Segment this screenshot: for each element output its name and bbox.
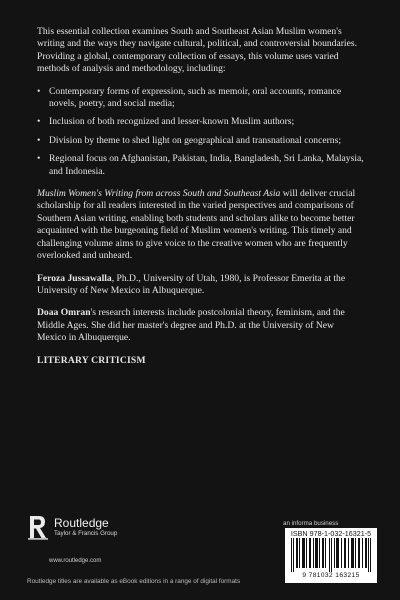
publisher-group: Taylor & Francis Group — [54, 529, 118, 537]
subject-category: LITERARY CRITICISM — [37, 354, 146, 366]
publisher-text — [54, 517, 117, 538]
feature-item: • Division by theme to shed light on geographical and transnational concerns; — [37, 135, 365, 147]
publisher-url[interactable]: www.routledge.com — [49, 558, 102, 564]
publisher-logo — [27, 514, 117, 540]
author-name: Feroza Jussawalla — [37, 272, 112, 284]
isbn-label: ISBN 978-1-032-16321-5 — [290, 529, 372, 538]
author-bio-text: 's research interests include postcolonial theory, feminism, and the Middle Ages. She did her master's degree and Ph.D. at the University of New Mexico in Albuquerque. — [37, 307, 345, 344]
author-name: Doaa Omran — [37, 307, 91, 319]
description-paragraph — [37, 188, 365, 262]
back-cover-text — [37, 26, 365, 377]
author-bio — [37, 307, 365, 344]
barcode-icon — [291, 538, 371, 572]
feature-item: • Contemporary forms of expression, such as memoir, oral accounts, romance novels, poetry, and social media; — [37, 86, 365, 111]
author-bio — [37, 273, 365, 298]
feature-item: • Regional focus on Afghanistan, Pakistan, India, Bangladesh, Sri Lanka, Malaysia, and Indonesia. — [37, 153, 365, 178]
routledge-r-logo-icon — [27, 514, 49, 540]
feature-item: • Inclusion of both recognized and lesser-known Muslim authors; — [37, 116, 365, 128]
isbn-barcode — [285, 528, 377, 583]
description-text: will deliver crucial scholarship for all readers interested in the varied perspectives and comparisons of Southern Asian writing, enabling both students and scholars alike to become better acquainted with the burgeoning field of Muslim women's writing. This timely and challenging volume aims to give voice to the creative women who are frequently overlooked and unheard. — [37, 188, 356, 262]
publisher-name: Routledge — [54, 515, 109, 530]
book-title: Muslim Women's Writing from across South and Southeast Asia — [37, 188, 281, 200]
ebook-note: Routledge titles are available as eBook editions in a range of digital formats — [27, 578, 241, 585]
feature-list — [37, 86, 365, 178]
barcode-number: 9 781032 163215 — [302, 572, 360, 579]
intro-paragraph: This essential collection examines South and Southeast Asian Muslim women's writing and the ways they navigate cultural, political, and controversial boundaries. Providing a global, contemporary collection of essays, this volume uses varied methods of analysis and methodology, including: — [37, 26, 357, 75]
informa-tagline: an informa business — [283, 520, 339, 527]
author-bio-text: , Ph.D., University of Utah, 1980, is Professor Emerita at the University of New Mexico in Albuquerque. — [37, 272, 346, 296]
